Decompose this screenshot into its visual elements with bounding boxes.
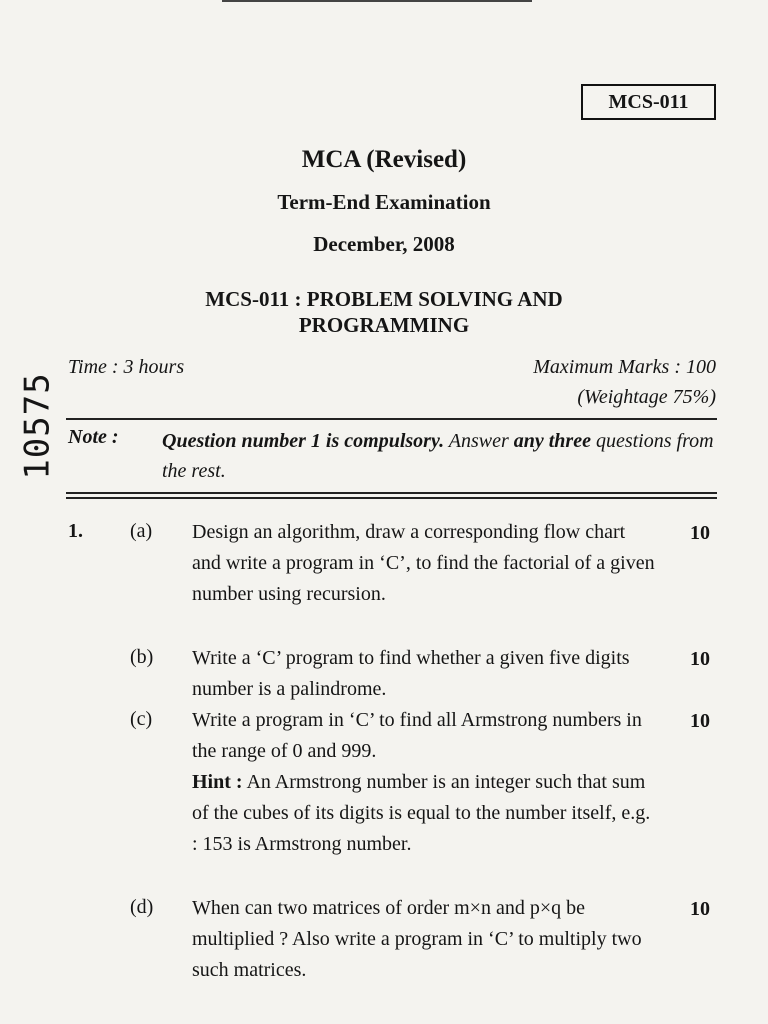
part-c-text: Write a program in ‘C’ to find all Armstrong numbers in the range of 0 and 999. — [192, 709, 642, 762]
question-number: 1. — [68, 520, 83, 542]
hint-label: Hint : — [192, 771, 243, 793]
note-end: questions from the rest. — [162, 430, 714, 482]
note-compulsory: Question number 1 is compulsory. — [162, 430, 445, 452]
course-title-line1: MCS-011 : PROBLEM SOLVING AND — [205, 287, 563, 311]
part-marks: 10 — [690, 648, 710, 670]
exam-time: Time : 3 hours — [68, 356, 185, 378]
note-text — [162, 426, 718, 486]
part-marks: 10 — [690, 898, 710, 920]
maximum-marks: Maximum Marks : 100 — [533, 356, 716, 378]
part-label: (b) — [130, 646, 154, 668]
paper-code: MCS-011 — [608, 90, 689, 113]
part-text: Write a ‘C’ program to find whether a given five digits number is a palindrome. — [192, 647, 630, 700]
note-label: Note : — [68, 426, 119, 448]
note-any-three: any three — [513, 430, 591, 452]
part-text: Design an algorithm, draw a corresponding flow chart and write a program in ‘C’, to find the factorial of a given number using recursion. — [192, 521, 655, 605]
part-text — [192, 705, 656, 860]
exam-title: Term-End Examination — [277, 190, 491, 214]
paper-code-box — [581, 84, 716, 120]
part-marks: 10 — [690, 710, 710, 732]
top-rule — [222, 0, 532, 2]
programme-title: MCA (Revised) — [301, 146, 467, 173]
part-label: (a) — [130, 520, 153, 542]
course-title-line2: PROGRAMMING — [298, 313, 470, 337]
part-text: When can two matrices of order m×n and p×q be multiplied ? Also write a program in ‘C’ to multiply two such matrices. — [192, 897, 642, 981]
part-label: (d) — [130, 896, 154, 918]
part-label: (c) — [130, 708, 153, 730]
serial-number: 10575 — [18, 372, 59, 480]
part-marks: 10 — [690, 522, 710, 544]
hint-block — [192, 767, 656, 860]
double-rule-top — [66, 492, 717, 494]
weightage: (Weightage 75%) — [577, 386, 716, 408]
hint-text: An Armstrong number is an integer such that sum of the cubes of its digits is equal to the number itself, e.g. : 153 is Armstrong number. — [192, 771, 651, 855]
note-mid: Answer — [444, 430, 514, 452]
course-title — [0, 286, 768, 338]
double-rule-bottom — [66, 497, 717, 499]
exam-session: December, 2008 — [313, 232, 455, 256]
serial-number-stamp — [5, 370, 71, 482]
divider-rule — [66, 418, 717, 420]
